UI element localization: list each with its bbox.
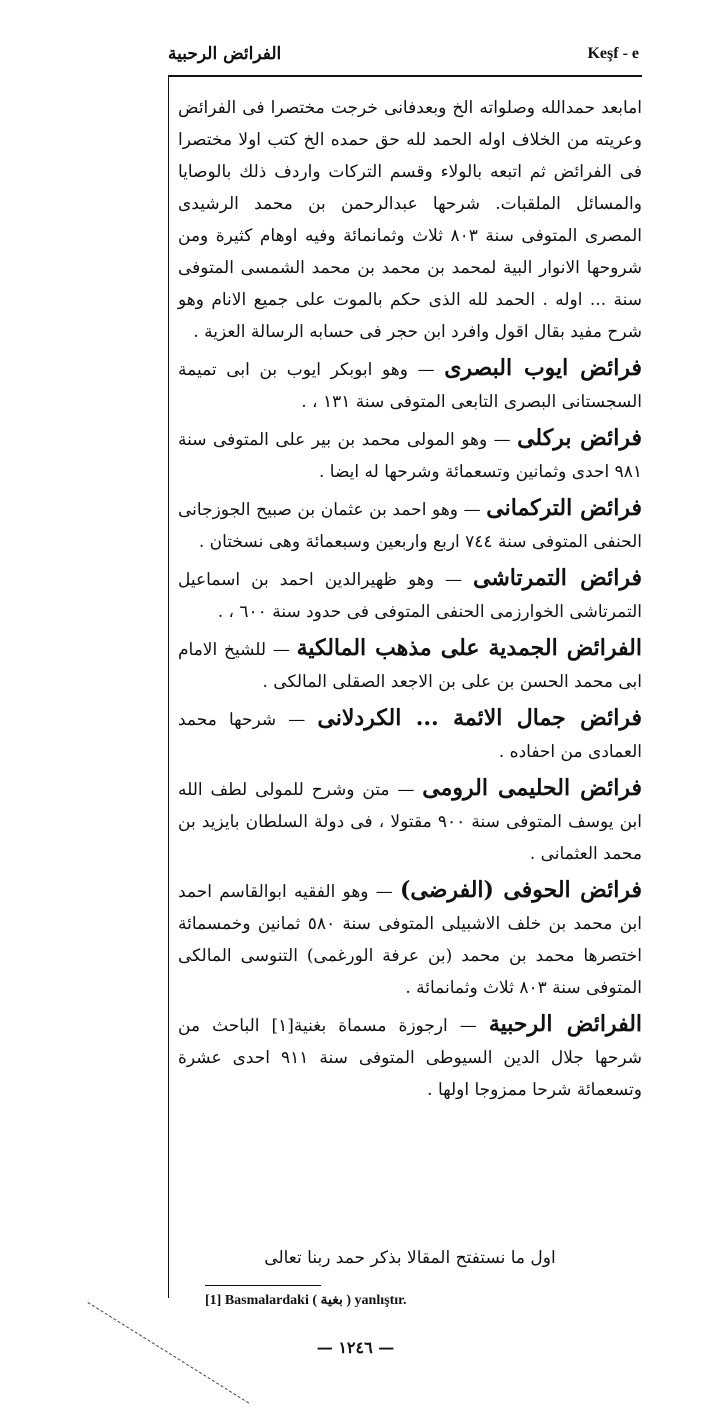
entry-title: فرائض ايوب البصرى [444,355,642,381]
entry-body: — ارجوزة مسماة بغنية[١] الباحث من شرحها جلال الدين السيوطى المتوفى سنة ٩١١ احدى عشرة وتسعمائة شرحا ممزوجا اولها . [178,1016,642,1100]
entry-paragraph [178,352,642,418]
footnote-rule [205,1285,321,1286]
entry-title: فرائض التمرتاشى [473,565,642,591]
entry-body: — وهو المولى محمد بن بير على المتوفى سنة ٩٨١ احدى وثمانين وتسعمائة وشرحها له ايضا . [178,430,642,482]
entry-paragraph [178,422,642,488]
entry-paragraph [178,562,642,628]
intro-paragraph: امابعد حمدالله وصلواته الخ وبعدفانى خرجت مختصرا فى الفرائض وعريته من الخلاف اوله الحمد لله حق حمده الخ كتب اولا مختصرا فى الفرائض ثم اتبعه بالولاء وقسم التركات واردف ذلك بالوصايا والمسائل الملقبات. شرحها عبدالرحمن بن محمد الرشيدى المصرى المتوفى سنة ٨٠٣ ثلاث وثمانمائة وفيه اوهام كثيرة ومن شروحها الانوار البية لمحمد بن محمد بن محمد الشمسى المتوفى سنة ... اوله . الحمد لله الذى حكم بالموت على جميع الانام وهو شرح مفيد بقال اقول وافرد ابن حجر فى حسابه الرسالة العزية . [178,98,642,342]
entry-title: فرائض الحوفى (الفرضى) [400,877,642,903]
entry-paragraph [178,702,642,768]
footnote: [1] Basmalardaki ( بغية ) yanlıştır. [205,1293,407,1308]
main-text [178,92,642,1106]
running-head-section: Keşf - e [587,45,639,62]
entry-paragraph [178,632,642,698]
entry-title: الفرائض الجمدية على مذهب المالكية [296,635,642,661]
running-head-arabic: الفرائض الرحبية [168,44,282,64]
entry-title: فرائض الحليمى الرومى [422,775,643,801]
entry-paragraph [178,492,642,558]
entry-body: — وهو ظهيرالدين احمد بن اسماعيل التمرتاشى الخوارزمى الحنفى المتوفى فى حدود سنة ٦٠٠ ، . [178,570,642,622]
margin-rule [168,76,169,1298]
entry-body: — شرحها محمد العمادى من احفاده . [178,710,642,762]
entry-title: فرائض بركلى [517,425,643,451]
page-number: — ١٢٤٦ — [316,1338,395,1357]
entry-body: — وهو الفقيه ابوالقاسم احمد ابن محمد بن خلف الاشبيلى المتوفى سنة ٥٨٠ ثمانين وخمسمائة اختصرها محمد بن محمد (بن عرفة الورغمى) التنوسى المالكى المتوفى سنة ٨٠٣ ثلاث وثمانمائة . [178,882,643,998]
entry-body: — للشيخ الامام ابى محمد الحسن بن على بن الاجعد الصقلى المالكى . [178,640,642,692]
verse-line: اول ما نستفتح المقالا بذكر حمد ربنا تعالى [264,1248,556,1268]
entry-title: فرائض جمال الائمة ... الكردلانى [317,705,643,731]
entry-paragraph [178,874,642,1004]
entry-body: — متن وشرح للمولى لطف الله ابن يوسف المتوفى سنة ٩٠٠ مقتولا ، فى دولة السلطان بايزيد بن محمد العثمانى . [178,780,643,864]
entry-paragraph [178,1008,642,1106]
entry-paragraph [178,772,642,870]
entries-list [178,352,642,1106]
entry-title: فرائض التركمانى [486,495,642,521]
header-rule [168,75,642,77]
entry-body: — وهو ابوبكر ايوب بن ابى تميمة السجستانى البصرى التابعى المتوفى سنة ١٣١ ، . [178,360,642,412]
entry-title: الفرائض الرحبية [488,1011,643,1037]
entry-body: — وهو احمد بن عثمان بن صبيح الجوزجانى الحنفى المتوفى سنة ٧٤٤ اربع واربعين وسبعمائة وهى نسختان . [178,500,642,552]
